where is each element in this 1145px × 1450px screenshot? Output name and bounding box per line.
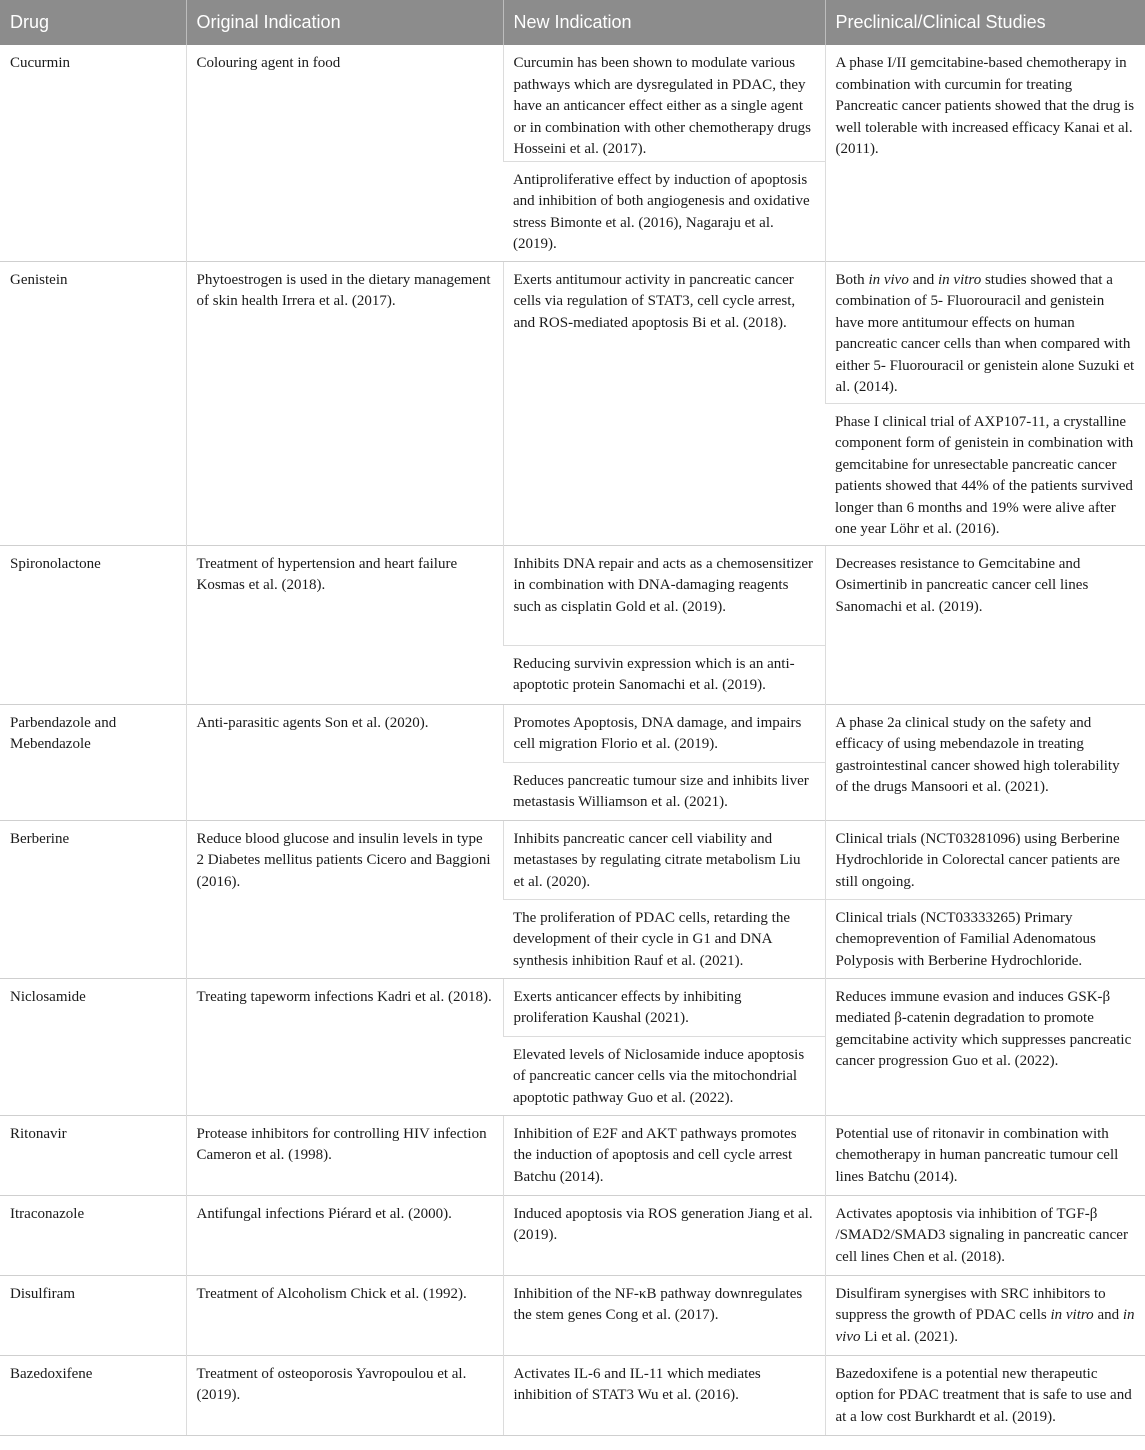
drug-cell: Niclosamide — [0, 978, 186, 1115]
new-indication-cell: Inhibits pancreatic cancer cell viability and metastases by regulating citrate metabolism Liu et al. (2020). — [503, 820, 825, 899]
table-row — [0, 45, 1145, 161]
table-row — [0, 704, 1145, 762]
header-drug: Drug — [0, 0, 186, 45]
header-studies: Preclinical/Clinical Studies — [825, 0, 1145, 45]
studies-cell: Bazedoxifene is a potential new therapeutic option for PDAC treatment that is safe to use and at a low cost Burkhardt et al. (2019). — [825, 1355, 1145, 1435]
new-indication-cell: Antiproliferative effect by induction of apoptosis and inhibition of both angiogenesis and oxidative stress Bimonte et al. (2016), Nagaraju et al. (2019). — [503, 161, 825, 261]
new-indication-cell: Elevated levels of Niclosamide induce apoptosis of pancreatic cancer cells via the mitochondrial apoptotic pathway Guo et al. (2022). — [503, 1036, 825, 1115]
new-indication-cell: Promotes Apoptosis, DNA damage, and impairs cell migration Florio et al. (2019). — [503, 704, 825, 762]
drug-cell: Disulfiram — [0, 1275, 186, 1355]
header-original-indication: Original Indication — [186, 0, 503, 45]
new-indication-cell: Exerts antitumour activity in pancreatic cancer cells via regulation of STAT3, cell cycle arrest, and ROS-mediated apoptosis Bi et al. (2018). — [503, 261, 825, 545]
original-indication-cell: Treatment of osteoporosis Yavropoulou et al. (2019). — [186, 1355, 503, 1435]
studies-cell: Decreases resistance to Gemcitabine and Osimertinib in pancreatic cancer cell lines Sanomachi et al. (2019). — [825, 545, 1145, 704]
new-indication-cell: The proliferation of PDAC cells, retarding the development of their cycle in G1 and DNA synthesis inhibition Rauf et al. (2021). — [503, 899, 825, 978]
new-indication-cell: Inhibition of the NF-κB pathway downregulates the stem genes Cong et al. (2017). — [503, 1275, 825, 1355]
table-row — [0, 1195, 1145, 1275]
new-indication-cell: Inhibition of E2F and AKT pathways promotes the induction of apoptosis and cell cycle arrest Batchu (2014). — [503, 1115, 825, 1195]
studies-cell: Clinical trials (NCT03281096) using Berberine Hydrochloride in Colorectal cancer patients are still ongoing. — [825, 820, 1145, 899]
studies-cell: Both in vivo and in vitro studies showed that a combination of 5- Fluorouracil and genistein have more antitumour effects on human pancreatic cancer cells than when compared with either 5- Fluorouracil or genistein alone Suzuki et al. (2014). — [825, 261, 1145, 403]
studies-cell: A phase 2a clinical study on the safety and efficacy of using mebendazole in treating gastrointestinal cancer showed high tolerability of the drugs Mansoori et al. (2021). — [825, 704, 1145, 820]
original-indication-cell: Treatment of Alcoholism Chick et al. (1992). — [186, 1275, 503, 1355]
drug-cell: Berberine — [0, 820, 186, 978]
studies-cell: Reduces immune evasion and induces GSK-β mediated β-catenin degradation to promote gemcitabine activity which suppresses pancreatic cancer progression Guo et al. (2022). — [825, 978, 1145, 1115]
new-indication-cell: Curcumin has been shown to modulate various pathways which are dysregulated in PDAC, they have an anticancer effect either as a single agent or in combination with other chemotherapy drugs Hosseini et al. (2017). — [503, 45, 825, 161]
table-row — [0, 1115, 1145, 1195]
original-indication-cell: Reduce blood glucose and insulin levels in type 2 Diabetes mellitus patients Cicero and Baggioni (2016). — [186, 820, 503, 978]
studies-cell: Potential use of ritonavir in combination with chemotherapy in human pancreatic tumour cell lines Batchu (2014). — [825, 1115, 1145, 1195]
original-indication-cell: Colouring agent in food — [186, 45, 503, 261]
table-row — [0, 978, 1145, 1036]
new-indication-cell: Induced apoptosis via ROS generation Jiang et al. (2019). — [503, 1195, 825, 1275]
drug-cell: Bazedoxifene — [0, 1355, 186, 1435]
original-indication-cell: Phytoestrogen is used in the dietary management of skin health Irrera et al. (2017). — [186, 261, 503, 545]
table-row — [0, 820, 1145, 899]
studies-cell: Phase I clinical trial of AXP107-11, a crystalline component form of genistein in combination with gemcitabine for unresectable pancreatic cancer patients showed that 44% of the patients survived longer than 6 months and 19% were alive after one year Löhr et al. (2016). — [825, 403, 1145, 545]
drug-cell: Cucurmin — [10, 55, 70, 71]
original-indication-cell: Protease inhibitors for controlling HIV infection Cameron et al. (1998). — [186, 1115, 503, 1195]
new-indication-cell: Reducing survivin expression which is an anti-apoptotic protein Sanomachi et al. (2019). — [503, 645, 825, 704]
drug-cell: Parbendazole and Mebendazole — [0, 704, 186, 820]
new-indication-cell: Exerts anticancer effects by inhibiting proliferation Kaushal (2021). — [503, 978, 825, 1036]
new-indication-cell: Reduces pancreatic tumour size and inhibits liver metastasis Williamson et al. (2021). — [503, 762, 825, 820]
table-row — [0, 1355, 1145, 1435]
drug-cell: Ritonavir — [0, 1115, 186, 1195]
table-row — [0, 545, 1145, 645]
table-row — [0, 1275, 1145, 1355]
drug-cell: Itraconazole — [0, 1195, 186, 1275]
studies-cell: Disulfiram synergises with SRC inhibitors to suppress the growth of PDAC cells in vitro and in vivo Li et al. (2021). — [825, 1275, 1145, 1355]
new-indication-cell: Activates IL-6 and IL-11 which mediates inhibition of STAT3 Wu et al. (2016). — [503, 1355, 825, 1435]
table-row — [0, 261, 1145, 403]
header-new-indication: New Indication — [503, 0, 825, 45]
original-indication-cell: Treatment of hypertension and heart failure Kosmas et al. (2018). — [186, 545, 503, 704]
new-indication-cell: Inhibits DNA repair and acts as a chemosensitizer in combination with DNA-damaging reagents such as cisplatin Gold et al. (2019). — [503, 545, 825, 645]
drug-cell: Genistein — [0, 261, 186, 545]
original-indication-cell: Anti-parasitic agents Son et al. (2020). — [186, 704, 503, 820]
studies-cell: Clinical trials (NCT03333265) Primary chemoprevention of Familial Adenomatous Polyposis with Berberine Hydrochloride. — [825, 899, 1145, 978]
table-header — [0, 0, 1145, 45]
original-indication-cell: Antifungal infections Piérard et al. (2000). — [186, 1195, 503, 1275]
drug-cell: Spironolactone — [0, 545, 186, 704]
studies-cell: Activates apoptosis via inhibition of TGF-β /SMAD2/SMAD3 signaling in pancreatic cancer cell lines Chen et al. (2018). — [825, 1195, 1145, 1275]
original-indication-cell: Treating tapeworm infections Kadri et al. (2018). — [186, 978, 503, 1115]
studies-cell: A phase I/II gemcitabine-based chemotherapy in combination with curcumin for treating Pancreatic cancer patients showed that the drug is well tolerable with increased efficacy Kanai et al. (2011). — [825, 45, 1145, 261]
